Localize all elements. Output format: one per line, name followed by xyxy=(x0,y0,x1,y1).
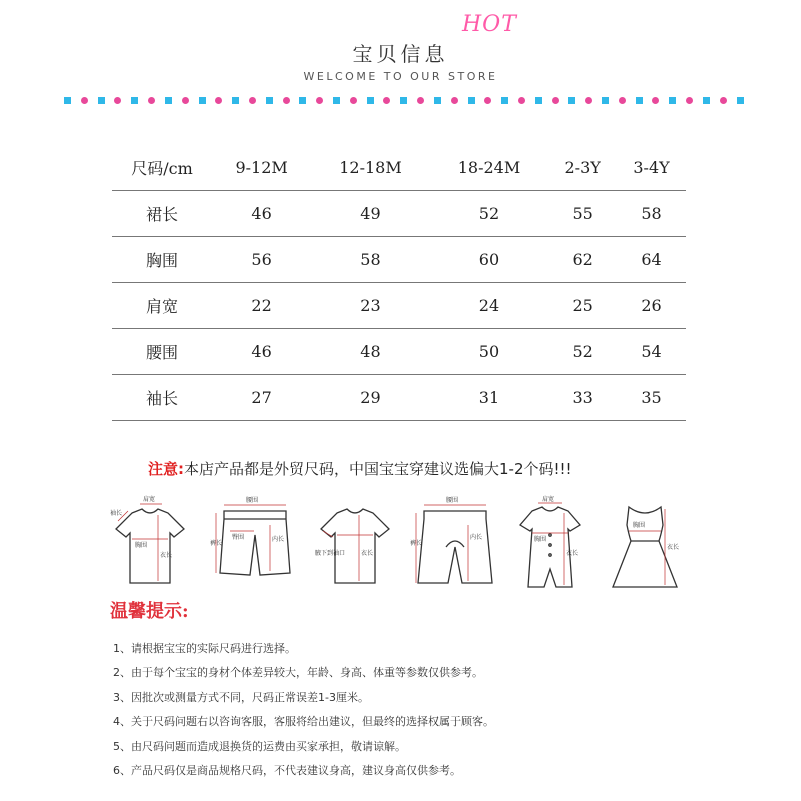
label-length-4: 衣长 xyxy=(667,544,680,551)
label-waist-2: 腰围 xyxy=(446,497,459,504)
divider-square xyxy=(232,97,239,104)
column-header: 2-3Y xyxy=(548,145,617,191)
table-cell: 46 xyxy=(212,329,311,375)
dress-diagram-icon xyxy=(605,495,685,595)
store-subtitle: WELCOME TO OUR STORE xyxy=(303,70,498,83)
divider-dot xyxy=(283,97,290,104)
divider-dot xyxy=(451,97,458,104)
table-cell: 35 xyxy=(617,375,686,421)
tshirt-armpit-diagram-icon xyxy=(315,495,395,595)
list-item: 5、由尺码问题而造成退换货的运费由买家承担，敬请谅解。 xyxy=(113,739,406,753)
label-inseam: 内长 xyxy=(272,536,285,543)
divider-dot xyxy=(81,97,88,104)
table-cell: 24 xyxy=(430,283,549,329)
divider-square xyxy=(468,97,475,104)
divider-square xyxy=(199,97,206,104)
table-cell: 46 xyxy=(212,191,311,237)
divider-square xyxy=(602,97,609,104)
divider-square xyxy=(434,97,441,104)
table-cell: 26 xyxy=(617,283,686,329)
table-cell: 52 xyxy=(430,191,549,237)
divider-dot xyxy=(383,97,390,104)
table-row xyxy=(112,329,686,375)
table-row xyxy=(112,237,686,283)
table-cell: 62 xyxy=(548,237,617,283)
divider-square xyxy=(636,97,643,104)
table-cell: 22 xyxy=(212,283,311,329)
tips-list xyxy=(113,637,494,783)
list-item: 1、请根据宝宝的实际尺码进行选择。 xyxy=(113,642,296,655)
label-hip: 臀围 xyxy=(232,534,245,541)
row-label: 袖长 xyxy=(112,375,212,421)
long-shorts-diagram-icon xyxy=(410,495,500,595)
measurement-diagrams xyxy=(110,495,690,595)
column-header: 尺码/cm xyxy=(112,145,212,191)
table-cell: 58 xyxy=(311,237,430,283)
label-chest-3: 胸围 xyxy=(534,536,547,543)
divider-square xyxy=(299,97,306,104)
divider-dot xyxy=(585,97,592,104)
divider-dot xyxy=(652,97,659,104)
label-length: 衣长 xyxy=(160,552,173,559)
table-row xyxy=(112,191,686,237)
row-label: 肩宽 xyxy=(112,283,212,329)
row-label: 裙长 xyxy=(112,191,212,237)
row-label: 腰围 xyxy=(112,329,212,375)
divider-dot xyxy=(619,97,626,104)
label-inseam-2: 内长 xyxy=(470,534,483,541)
table-cell: 48 xyxy=(311,329,430,375)
notice-text: 本店产品都是外贸尺码，中国宝宝穿建议选偏大1-2个码!!! xyxy=(184,460,572,478)
table-row xyxy=(112,375,686,421)
hot-badge: HOT xyxy=(462,12,517,37)
label-shoulder: 肩宽 xyxy=(143,496,156,503)
divider-square xyxy=(64,97,71,104)
label-armpit: 腋下到袖口 xyxy=(315,550,346,557)
divider-dot xyxy=(518,97,525,104)
column-header: 3-4Y xyxy=(617,145,686,191)
notice-label: 注意: xyxy=(148,460,184,478)
divider-dot xyxy=(148,97,155,104)
list-item: 6、产品尺码仅是商品规格尺码，不代表建议身高，建议身高仅供参考。 xyxy=(113,763,461,777)
size-chart-table xyxy=(112,145,686,421)
divider-square xyxy=(535,97,542,104)
table-row xyxy=(112,283,686,329)
divider-dot xyxy=(686,97,693,104)
divider-square xyxy=(333,97,340,104)
table-cell: 64 xyxy=(617,237,686,283)
label-length-2: 衣长 xyxy=(361,550,374,557)
divider-square xyxy=(669,97,676,104)
column-header: 9-12M xyxy=(212,145,311,191)
label-chest-4: 胸围 xyxy=(633,522,646,529)
divider-dot xyxy=(720,97,727,104)
tshirt-diagram-icon xyxy=(110,495,190,595)
divider-square xyxy=(266,97,273,104)
divider-dot xyxy=(215,97,222,104)
table-header-row xyxy=(112,145,686,191)
divider-square xyxy=(568,97,575,104)
list-item: 4、关于尺码问题右以咨询客服，客服将给出建议，但最终的选择权属于顾客。 xyxy=(113,715,494,729)
column-header: 18-24M xyxy=(430,145,549,191)
table-cell: 27 xyxy=(212,375,311,421)
romper-diagram-icon xyxy=(510,495,590,595)
table-cell: 49 xyxy=(311,191,430,237)
size-notice xyxy=(148,458,572,479)
divider-square xyxy=(737,97,744,104)
decorative-dot-divider xyxy=(64,95,744,105)
column-header: 12-18M xyxy=(311,145,430,191)
label-pants-length-2: 裤长 xyxy=(410,540,423,547)
divider-dot xyxy=(552,97,559,104)
divider-dot xyxy=(417,97,424,104)
row-label: 胸围 xyxy=(112,237,212,283)
tips-title: 温馨提示: xyxy=(110,601,189,622)
page-title: 宝贝信息 xyxy=(352,42,449,66)
divider-dot xyxy=(484,97,491,104)
table-cell: 50 xyxy=(430,329,549,375)
divider-dot xyxy=(249,97,256,104)
table-cell: 25 xyxy=(548,283,617,329)
table-cell: 23 xyxy=(311,283,430,329)
table-cell: 60 xyxy=(430,237,549,283)
divider-square xyxy=(98,97,105,104)
table-cell: 55 xyxy=(548,191,617,237)
divider-square xyxy=(501,97,508,104)
divider-dot xyxy=(316,97,323,104)
label-sleeve: 袖长 xyxy=(110,510,123,517)
divider-square xyxy=(367,97,374,104)
divider-dot xyxy=(350,97,357,104)
table-cell: 29 xyxy=(311,375,430,421)
label-pants-length: 裤长 xyxy=(210,540,223,547)
list-item: 2、由于每个宝宝的身材个体差异较大，年龄、身高、体重等参数仅供参考。 xyxy=(113,666,483,680)
divider-square xyxy=(131,97,138,104)
table-cell: 33 xyxy=(548,375,617,421)
table-cell: 52 xyxy=(548,329,617,375)
table-cell: 56 xyxy=(212,237,311,283)
shorts-diagram-icon xyxy=(210,495,300,595)
divider-square xyxy=(400,97,407,104)
list-item: 3、因批次或测量方式不同，尺码正常误差1-3厘米。 xyxy=(113,690,369,704)
label-waist: 腰围 xyxy=(246,497,259,504)
table-cell: 31 xyxy=(430,375,549,421)
divider-dot xyxy=(182,97,189,104)
table-cell: 54 xyxy=(617,329,686,375)
label-chest: 胸围 xyxy=(135,542,148,549)
divider-square xyxy=(703,97,710,104)
table-cell: 58 xyxy=(617,191,686,237)
label-shoulder-3: 肩宽 xyxy=(542,496,555,503)
label-length-3: 衣长 xyxy=(566,550,579,557)
divider-square xyxy=(165,97,172,104)
divider-dot xyxy=(114,97,121,104)
